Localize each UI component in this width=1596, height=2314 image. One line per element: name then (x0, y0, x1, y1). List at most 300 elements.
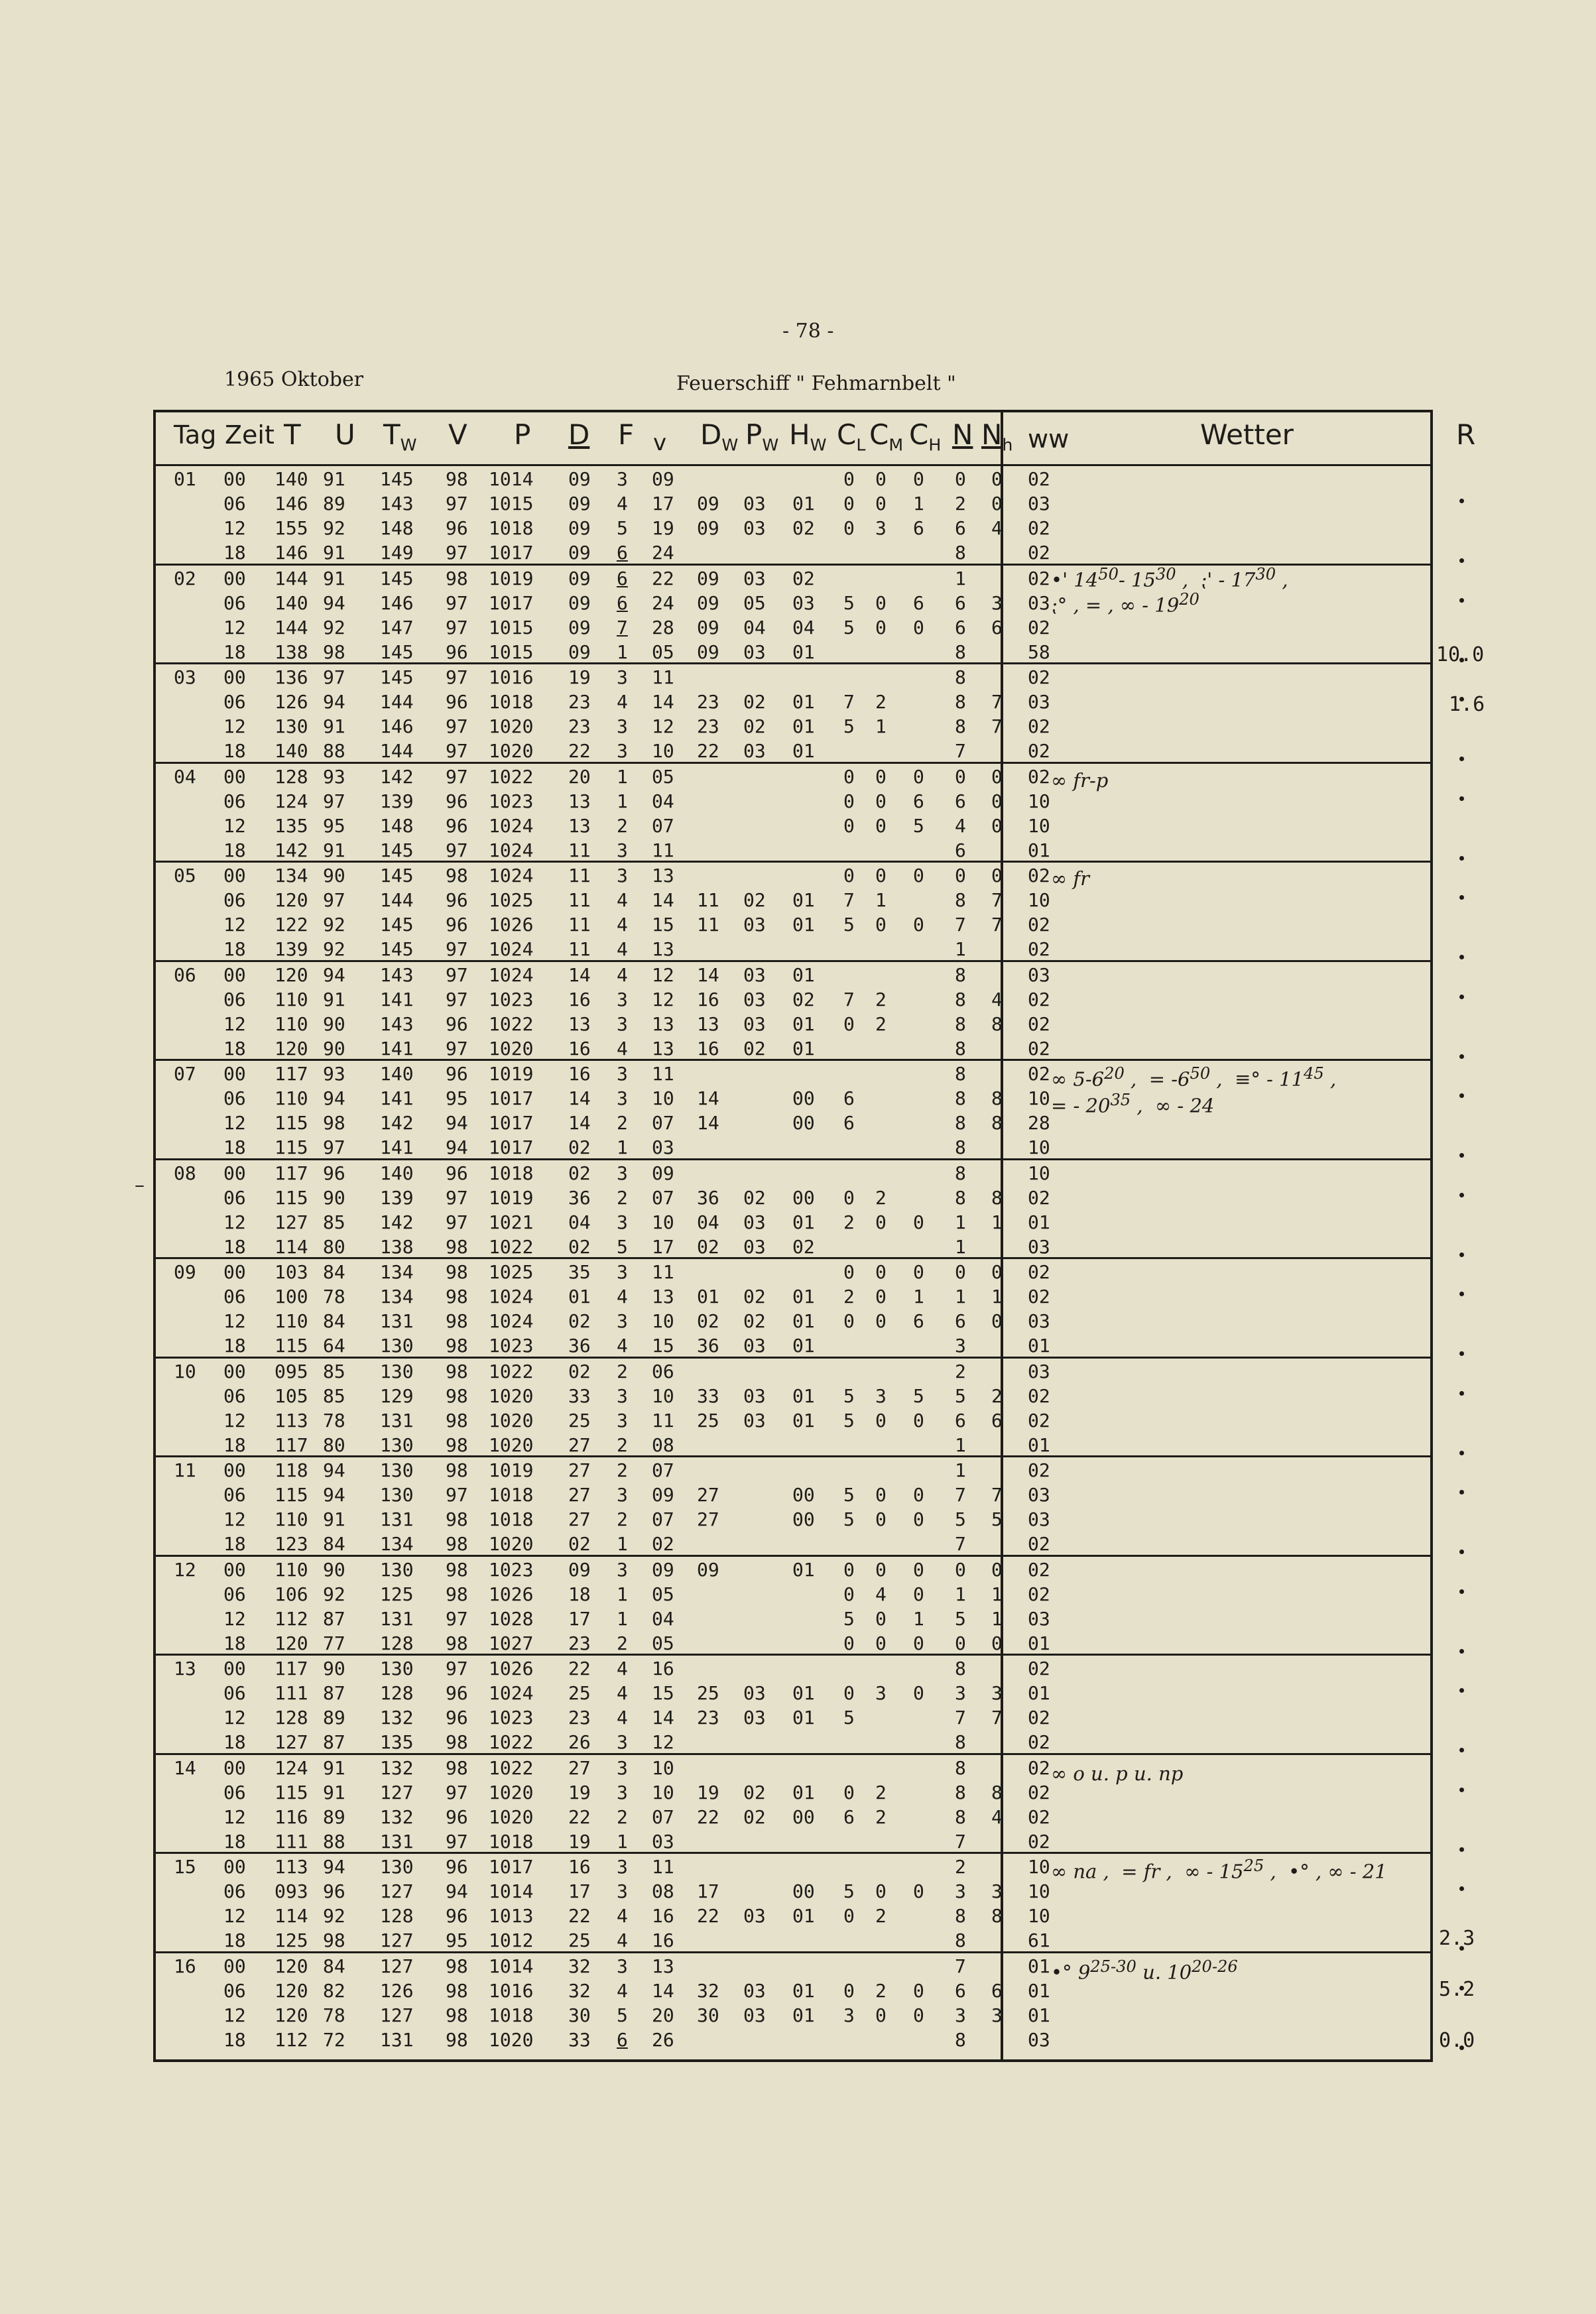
cell-t: 124 (275, 790, 308, 812)
col-r: R (1456, 418, 1476, 451)
cell-zeit: 06 (223, 691, 246, 713)
cell-ww: 10 (1028, 1905, 1050, 1927)
cell-pw: 03 (743, 1335, 766, 1357)
table-row (0, 1557, 1596, 1582)
cell-d: 22 (568, 1805, 591, 1828)
cell-ch: 0 (913, 865, 924, 886)
cell-d: 16 (568, 1063, 591, 1085)
cell-f: 4 (617, 1979, 628, 2002)
cell-t: 120 (275, 1955, 308, 1977)
cell-t: 124 (275, 1756, 308, 1779)
cell-ww: 10 (1028, 1856, 1050, 1878)
weather-note-day07-b: = - $20^{35}$ , ∞ - 24 (1051, 1091, 1215, 1117)
table-row (0, 566, 1596, 591)
margin-mark: – (135, 1174, 145, 1197)
cell-pw: 02 (743, 1781, 766, 1803)
cell-zeit: 18 (223, 740, 246, 762)
cell-n: 5 (955, 1508, 966, 1530)
cell-t: 117 (275, 1433, 308, 1456)
cell-p: 1019 (489, 1459, 534, 1481)
cell-n: 8 (955, 1112, 966, 1134)
cell-vv: 98 (446, 1508, 468, 1530)
cell-ch: 0 (913, 468, 924, 490)
cell-t: 105 (275, 1384, 308, 1407)
cell-t: 112 (275, 1607, 308, 1630)
cell-u: 91 (323, 468, 345, 490)
cell-p: 1014 (489, 468, 534, 490)
col-n: N (952, 418, 973, 451)
cell-v: 10 (652, 1384, 674, 1407)
cell-u: 78 (323, 1409, 345, 1431)
cell-tw: 148 (380, 517, 414, 539)
cell-vv: 96 (446, 1162, 468, 1184)
col-p: P (514, 418, 531, 451)
cell-p: 1024 (489, 1682, 534, 1704)
table-row (0, 540, 1596, 565)
cell-u: 97 (323, 889, 345, 911)
cell-zeit: 12 (223, 616, 246, 639)
cell-tw: 134 (380, 1533, 414, 1555)
cell-vv: 96 (446, 814, 468, 837)
cell-dw: 25 (697, 1682, 719, 1704)
day-number: 09 (174, 1261, 196, 1283)
cell-f: 4 (617, 1707, 628, 1729)
cell-tw: 130 (380, 1658, 414, 1679)
cell-d: 27 (568, 1756, 591, 1779)
cell-t: 095 (275, 1360, 308, 1382)
cell-nh: 0 (991, 1261, 1003, 1283)
cell-ch: 0 (913, 1979, 924, 2002)
cell-pw: 03 (743, 914, 766, 936)
cell-p: 1018 (489, 2004, 534, 2026)
cell-dw: 16 (697, 1037, 719, 1060)
cell-hw: 01 (792, 1211, 815, 1233)
cell-zeit: 18 (223, 1235, 246, 1258)
cell-zeit: 06 (223, 1781, 246, 1803)
table-row (0, 1210, 1596, 1235)
cell-vv: 98 (446, 1384, 468, 1407)
cell-zeit: 06 (223, 1484, 246, 1506)
day-number: 02 (174, 567, 196, 589)
cell-n: 6 (955, 1979, 966, 2002)
day-separator (153, 1455, 1003, 1457)
cell-u: 80 (323, 1433, 345, 1456)
cell-zeit: 00 (223, 1063, 246, 1085)
cell-n: 8 (955, 1186, 966, 1209)
weather-note-day05: ∞ fr (1051, 867, 1089, 890)
cell-t: 110 (275, 1310, 308, 1332)
cell-f: 6 (617, 2028, 628, 2051)
cell-pw: 02 (743, 715, 766, 737)
cell-p: 1022 (489, 1235, 534, 1258)
cell-cl: 5 (843, 1409, 855, 1431)
cell-v: 11 (652, 666, 674, 688)
cell-ww: 02 (1028, 567, 1050, 589)
cell-zeit: 12 (223, 1310, 246, 1332)
table-row (0, 1384, 1596, 1408)
cell-ww: 03 (1028, 1310, 1050, 1332)
cell-cm: 0 (875, 865, 887, 886)
cell-nh: 1 (991, 1286, 1003, 1308)
cell-u: 95 (323, 814, 345, 837)
cell-ch: 1 (913, 493, 924, 515)
weather-day-separator (1001, 1951, 1433, 1953)
table-row (0, 1333, 1596, 1358)
cell-vv: 97 (446, 839, 468, 861)
cell-u: 92 (323, 914, 345, 936)
cell-nh: 0 (991, 814, 1003, 837)
r-dot-marker (1459, 1292, 1464, 1296)
weather-day-separator (1001, 1555, 1433, 1557)
cell-u: 91 (323, 1756, 345, 1779)
cell-d: 36 (568, 1186, 591, 1209)
cell-ww: 02 (1028, 765, 1050, 788)
cell-n: 8 (955, 1012, 966, 1035)
cell-vv: 98 (446, 2004, 468, 2026)
day-separator (153, 1059, 1003, 1061)
cell-tw: 126 (380, 1979, 414, 2002)
cell-tw: 134 (380, 1286, 414, 1308)
cell-p: 1025 (489, 889, 534, 911)
cell-tw: 130 (380, 1484, 414, 1506)
cell-ch: 5 (913, 814, 924, 837)
cell-v: 11 (652, 1856, 674, 1878)
cell-zeit: 12 (223, 1211, 246, 1233)
header-ship-name: Feuerschiff " Fehmarnbelt " (676, 372, 956, 395)
table-row (0, 1829, 1596, 1854)
cell-v: 09 (652, 1558, 674, 1581)
cell-p: 1024 (489, 963, 534, 986)
cell-zeit: 06 (223, 1880, 246, 1902)
cell-p: 1018 (489, 1484, 534, 1506)
cell-f: 6 (617, 542, 628, 564)
cell-zeit: 18 (223, 1433, 246, 1456)
weather-note-day04: ∞ fr-p (1051, 769, 1109, 792)
cell-f: 3 (617, 1310, 628, 1332)
cell-vv: 98 (446, 1756, 468, 1779)
cell-p: 1020 (489, 1384, 534, 1407)
table-row (0, 1433, 1596, 1457)
cell-ch: 0 (913, 1632, 924, 1654)
table-row (0, 1681, 1596, 1705)
cell-zeit: 18 (223, 2028, 246, 2051)
cell-cm: 0 (875, 468, 887, 490)
cell-ww: 01 (1028, 839, 1050, 861)
cell-vv: 97 (446, 963, 468, 986)
table-row (0, 690, 1596, 714)
day-number: 13 (174, 1658, 196, 1679)
r-dot-marker (1459, 1391, 1464, 1396)
cell-pw: 03 (743, 1905, 766, 1927)
page-number: - 78 - (782, 320, 834, 343)
cell-t: 125 (275, 1929, 308, 1951)
cell-cl: 5 (843, 616, 855, 639)
cell-t: 139 (275, 938, 308, 960)
day-number: 08 (174, 1162, 196, 1184)
cell-n: 0 (955, 1558, 966, 1581)
cell-nh: 0 (991, 1632, 1003, 1654)
cell-cl: 0 (843, 1682, 855, 1704)
cell-f: 3 (617, 1012, 628, 1035)
cell-nh: 8 (991, 1012, 1003, 1035)
cell-dw: 09 (697, 517, 719, 539)
cell-n: 3 (955, 1335, 966, 1357)
table-row (0, 1483, 1596, 1507)
day-number: 05 (174, 865, 196, 886)
table-row (0, 937, 1596, 961)
cell-cl: 0 (843, 517, 855, 539)
cell-tw: 131 (380, 1830, 414, 1853)
cell-t: 115 (275, 1112, 308, 1134)
cell-vv: 98 (446, 865, 468, 886)
cell-n: 3 (955, 2004, 966, 2026)
cell-pw: 02 (743, 1805, 766, 1828)
weather-note-day14: ∞ o u. p u. np (1051, 1762, 1184, 1785)
cell-d: 30 (568, 2004, 591, 2026)
cell-t: 120 (275, 1632, 308, 1654)
cell-zeit: 00 (223, 1955, 246, 1977)
day-number: 14 (174, 1756, 196, 1779)
cell-v: 09 (652, 1484, 674, 1506)
cell-hw: 00 (792, 1112, 815, 1134)
cell-dw: 13 (697, 1012, 719, 1035)
cell-t: 113 (275, 1856, 308, 1878)
r-dot-marker (1459, 598, 1464, 603)
cell-n: 1 (955, 1235, 966, 1258)
cell-cm: 0 (875, 493, 887, 515)
table-row (0, 987, 1596, 1012)
weather-day-separator (1001, 1059, 1433, 1061)
cell-zeit: 06 (223, 889, 246, 911)
cell-cm: 1 (875, 715, 887, 737)
cell-u: 91 (323, 542, 345, 564)
cell-n: 6 (955, 616, 966, 639)
cell-f: 4 (617, 1335, 628, 1357)
cell-pw: 02 (743, 1310, 766, 1332)
cell-hw: 01 (792, 1409, 815, 1431)
cell-vv: 96 (446, 914, 468, 936)
cell-p: 1020 (489, 715, 534, 737)
cell-v: 09 (652, 1162, 674, 1184)
cell-p: 1024 (489, 814, 534, 837)
cell-f: 4 (617, 889, 628, 911)
cell-pw: 03 (743, 1384, 766, 1407)
header-month: 1965 Oktober (224, 368, 364, 391)
cell-zeit: 00 (223, 1162, 246, 1184)
cell-p: 1017 (489, 542, 534, 564)
cell-t: 110 (275, 1012, 308, 1035)
cell-zeit: 06 (223, 1087, 246, 1109)
day-separator (153, 662, 1003, 664)
cell-ww: 02 (1028, 914, 1050, 936)
cell-dw: 22 (697, 740, 719, 762)
weather-note-day15: ∞ na , = fr , ∞ - $15^{25}$ , •° , ∞ - 21 (1051, 1857, 1387, 1883)
cell-p: 1016 (489, 666, 534, 688)
cell-f: 3 (617, 1409, 628, 1431)
cell-t: 100 (275, 1286, 308, 1308)
cell-hw: 01 (792, 640, 815, 663)
cell-cl: 7 (843, 889, 855, 911)
cell-zeit: 18 (223, 938, 246, 960)
cell-zeit: 06 (223, 1286, 246, 1308)
day-number: 01 (174, 468, 196, 490)
cell-u: 85 (323, 1211, 345, 1233)
cell-zeit: 18 (223, 640, 246, 663)
table-row (0, 591, 1596, 615)
cell-u: 72 (323, 2028, 345, 2051)
cell-zeit: 00 (223, 468, 246, 490)
cell-v: 05 (652, 1583, 674, 1605)
cell-p: 1017 (489, 1087, 534, 1109)
cell-u: 78 (323, 1286, 345, 1308)
cell-hw: 01 (792, 1012, 815, 1035)
table-row (0, 789, 1596, 814)
cell-cl: 5 (843, 1607, 855, 1630)
cell-cm: 0 (875, 1880, 887, 1902)
table-row (0, 1036, 1596, 1061)
cell-t: 120 (275, 889, 308, 911)
cell-cm: 0 (875, 1286, 887, 1308)
cell-v: 22 (652, 567, 674, 589)
cell-p: 1017 (489, 591, 534, 614)
cell-u: 94 (323, 691, 345, 713)
cell-tw: 144 (380, 740, 414, 762)
cell-cl: 5 (843, 914, 855, 936)
cell-pw: 03 (743, 2004, 766, 2026)
cell-p: 1018 (489, 691, 534, 713)
cell-f: 3 (617, 1558, 628, 1581)
cell-n: 8 (955, 1929, 966, 1951)
cell-n: 8 (955, 640, 966, 663)
cell-zeit: 18 (223, 1533, 246, 1555)
cell-nh: 0 (991, 865, 1003, 886)
cell-t: 127 (275, 1731, 308, 1753)
cell-d: 13 (568, 790, 591, 812)
day-separator (153, 1951, 1003, 1953)
cell-pw: 03 (743, 1979, 766, 2002)
cell-nh: 4 (991, 988, 1003, 1010)
cell-ww: 02 (1028, 666, 1050, 688)
cell-f: 4 (617, 1929, 628, 1951)
r-dot-marker (1459, 1193, 1464, 1197)
cell-cm: 3 (875, 517, 887, 539)
day-number: 03 (174, 666, 196, 688)
cell-cl: 0 (843, 1558, 855, 1581)
cell-hw: 01 (792, 715, 815, 737)
cell-v: 24 (652, 542, 674, 564)
cell-d: 25 (568, 1409, 591, 1431)
cell-dw: 01 (697, 1286, 719, 1308)
weather-day-separator (1001, 662, 1433, 664)
cell-u: 89 (323, 493, 345, 515)
cell-ww: 02 (1028, 542, 1050, 564)
cell-pw: 03 (743, 1682, 766, 1704)
cell-cl: 6 (843, 1112, 855, 1134)
cell-u: 92 (323, 1905, 345, 1927)
cell-pw: 02 (743, 889, 766, 911)
cell-n: 8 (955, 691, 966, 713)
r-day16-b: 0.0 (1439, 2029, 1475, 2052)
cell-v: 19 (652, 517, 674, 539)
cell-n: 7 (955, 1955, 966, 1977)
day-separator (153, 1555, 1003, 1557)
cell-zeit: 18 (223, 542, 246, 564)
cell-cl: 5 (843, 1484, 855, 1506)
cell-u: 78 (323, 2004, 345, 2026)
cell-v: 10 (652, 1087, 674, 1109)
col-v: v (653, 430, 667, 456)
table-row (0, 640, 1596, 664)
cell-f: 5 (617, 517, 628, 539)
cell-vv: 98 (446, 2028, 468, 2051)
cell-hw: 01 (792, 691, 815, 713)
cell-cl: 0 (843, 865, 855, 886)
cell-tw: 141 (380, 1087, 414, 1109)
cell-cl: 0 (843, 1310, 855, 1332)
cell-f: 1 (617, 1583, 628, 1605)
cell-pw: 02 (743, 691, 766, 713)
cell-u: 93 (323, 1063, 345, 1085)
cell-p: 1020 (489, 1409, 534, 1431)
cell-f: 3 (617, 1384, 628, 1407)
cell-ww: 02 (1028, 1583, 1050, 1605)
cell-tw: 145 (380, 567, 414, 589)
cell-n: 7 (955, 740, 966, 762)
table-row (0, 1582, 1596, 1607)
cell-t: 142 (275, 839, 308, 861)
cell-hw: 00 (792, 1805, 815, 1828)
cell-t: 127 (275, 1211, 308, 1233)
cell-dw: 09 (697, 640, 719, 663)
cell-f: 3 (617, 666, 628, 688)
cell-p: 1022 (489, 1731, 534, 1753)
col-zeit: Zeit (225, 420, 275, 450)
cell-vv: 98 (446, 1409, 468, 1431)
cell-tw: 147 (380, 616, 414, 639)
cell-tw: 130 (380, 1459, 414, 1481)
cell-v: 11 (652, 1409, 674, 1431)
cell-t: 140 (275, 468, 308, 490)
cell-zeit: 00 (223, 1558, 246, 1581)
cell-vv: 97 (446, 1211, 468, 1233)
cell-u: 94 (323, 1459, 345, 1481)
cell-vv: 96 (446, 691, 468, 713)
table-row (0, 963, 1596, 987)
cell-u: 85 (323, 1360, 345, 1382)
cell-zeit: 06 (223, 1384, 246, 1407)
cell-nh: 3 (991, 1682, 1003, 1704)
cell-t: 120 (275, 2004, 308, 2026)
cell-u: 94 (323, 1087, 345, 1109)
cell-zeit: 12 (223, 2004, 246, 2026)
cell-f: 3 (617, 1955, 628, 1977)
cell-p: 1024 (489, 839, 534, 861)
cell-u: 82 (323, 1979, 345, 2002)
weather-day-separator (1001, 1654, 1433, 1656)
cell-d: 32 (568, 1979, 591, 2002)
cell-cm: 0 (875, 765, 887, 788)
cell-tw: 129 (380, 1384, 414, 1407)
cell-tw: 131 (380, 1508, 414, 1530)
cell-vv: 97 (446, 938, 468, 960)
cell-ww: 02 (1028, 1805, 1050, 1828)
cell-u: 84 (323, 1955, 345, 1977)
cell-zeit: 12 (223, 1805, 246, 1828)
cell-zeit: 18 (223, 1335, 246, 1357)
cell-vv: 96 (446, 1905, 468, 1927)
cell-tw: 146 (380, 591, 414, 614)
cell-p: 1024 (489, 1310, 534, 1332)
